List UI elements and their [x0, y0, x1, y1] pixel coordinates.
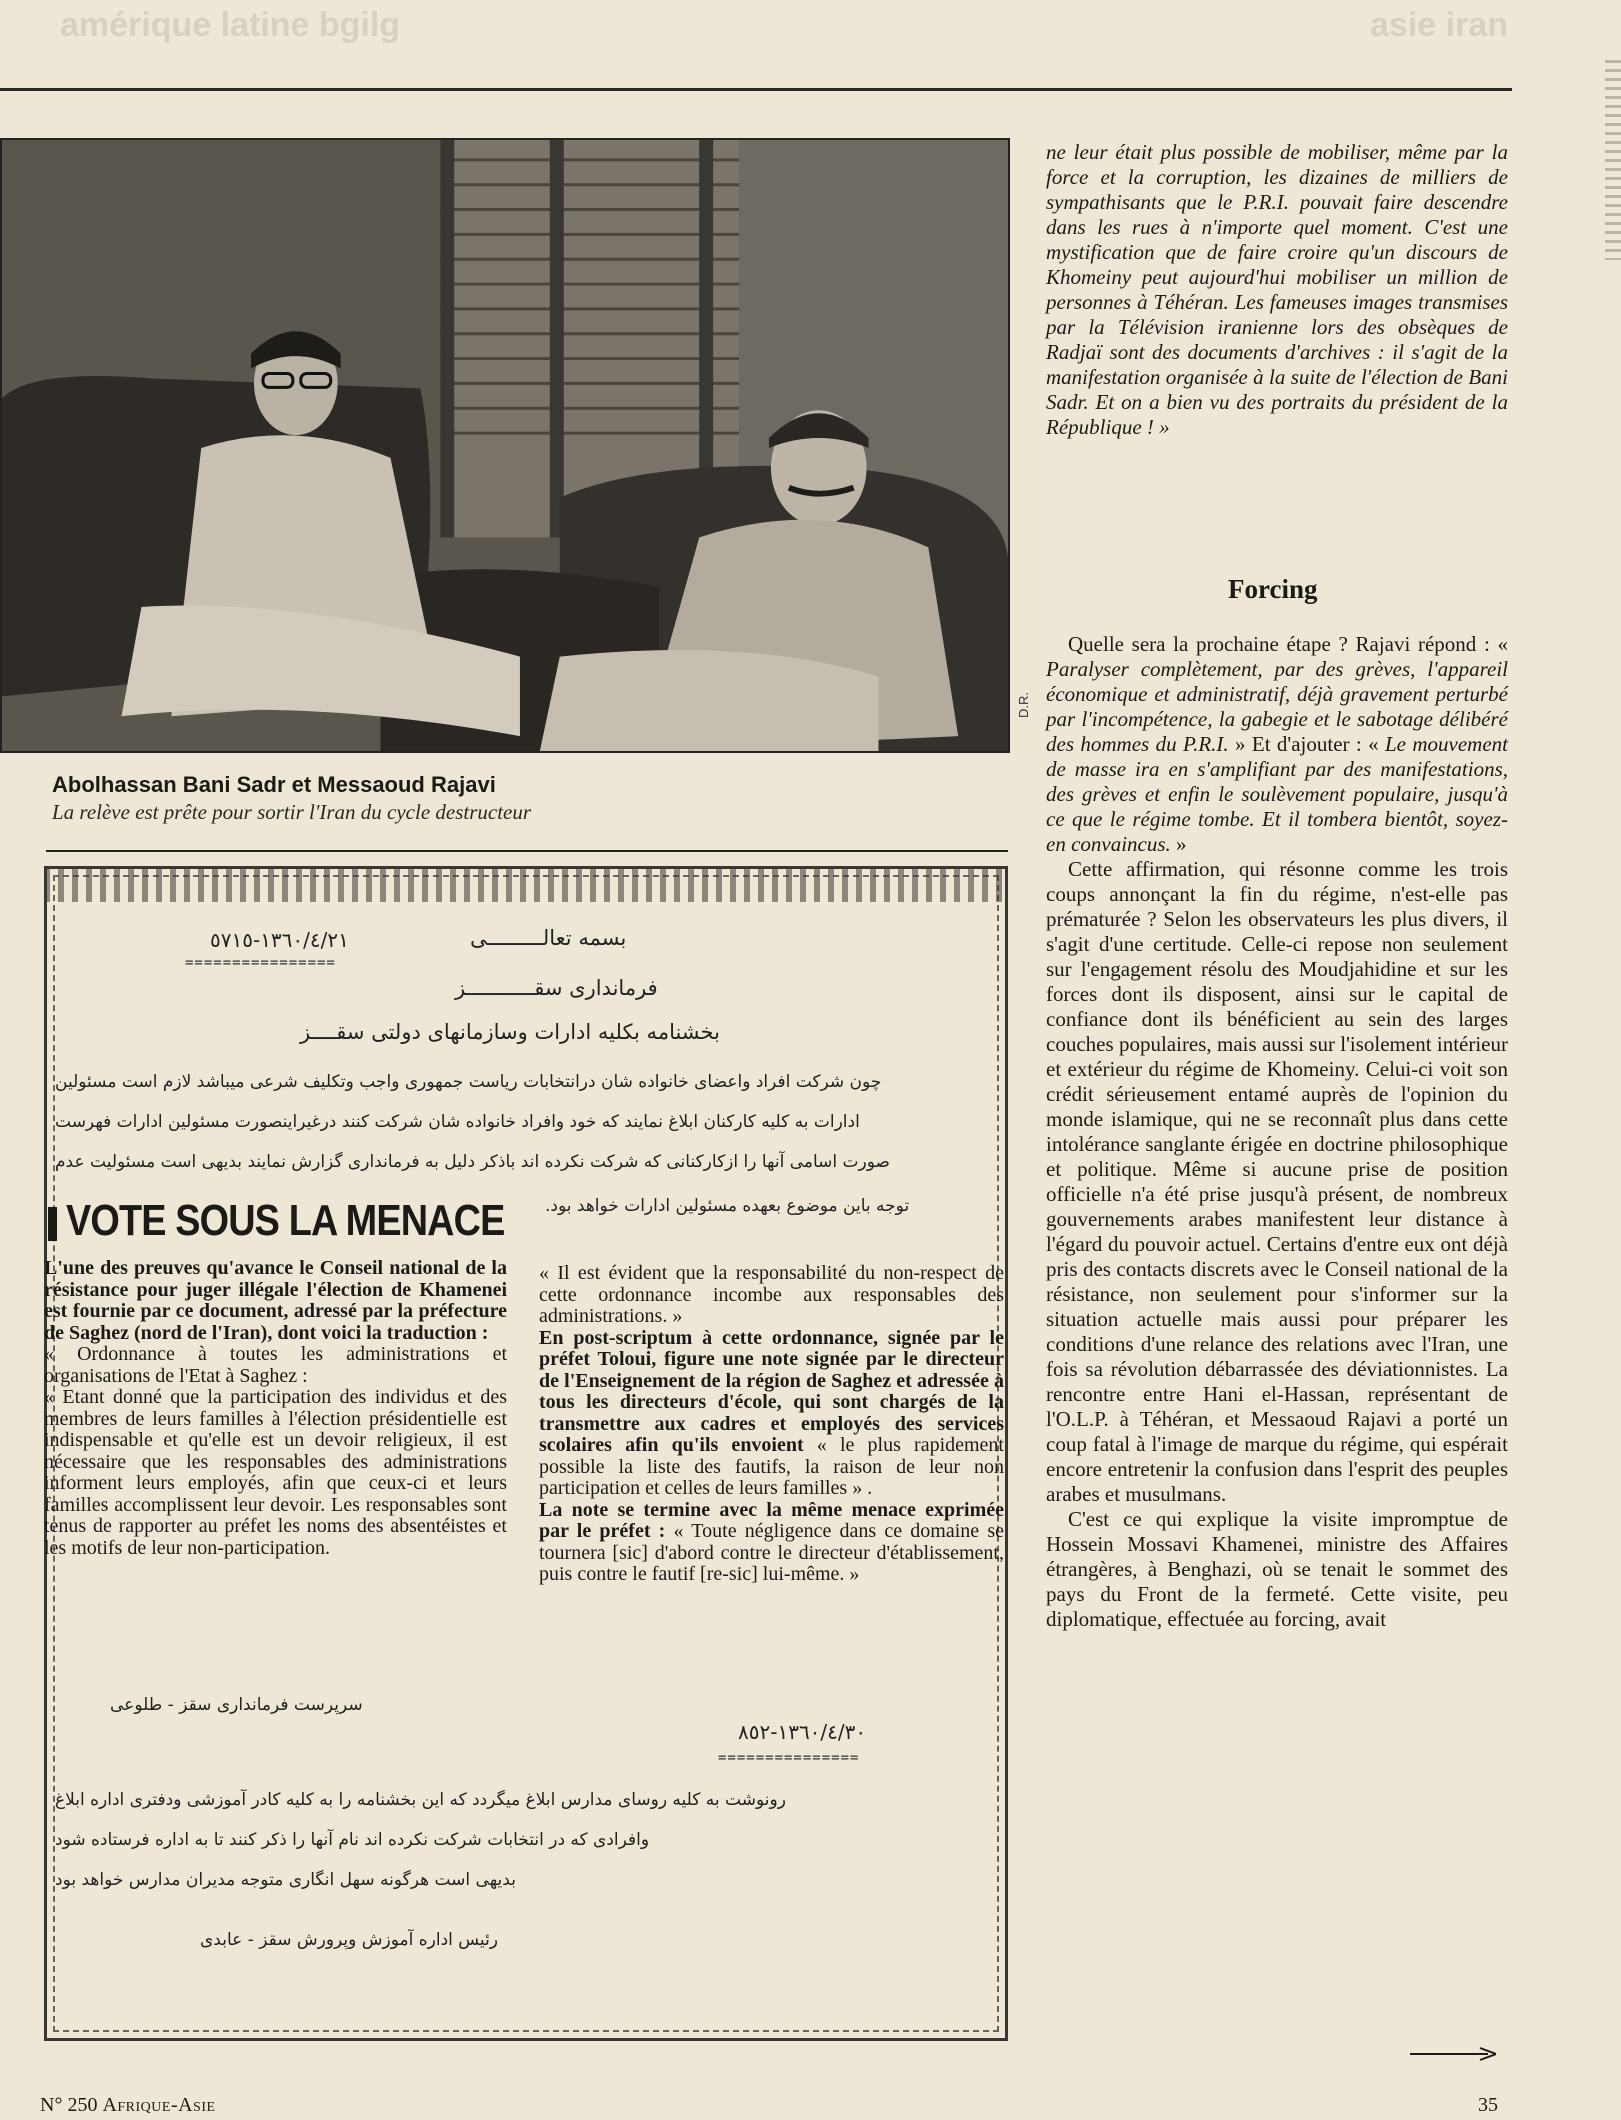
right-quote-text: ne leur était plus possible de mobiliser, même par la force et la corruption, les dizaines de milliers de sympathisants que le P.R.I. pouvait faire descendre dans les rues à n'importe quel moment. C'est une mystification que de faire croire qu'un discours de Khomeiny peut aujourd'hui mobiliser un million de personnes à Téhéran. Les fameuses images transmises par la Télévision iranienne lors des obsèques de Radjaï sont des documents d'archives : il s'agit de la manifestation organisée à la suite de l'élection de Bani Sadr. Et on a bien vu des portraits du président de la République ! » [1046, 140, 1508, 439]
bleed-text-right: asie iran [1370, 6, 1508, 44]
forcing-question: Quelle sera la prochaine étape ? Rajavi répond : « [1068, 632, 1508, 656]
title-bullet [48, 1207, 57, 1241]
caption-rule [46, 850, 1008, 852]
photo-credit: D.R. [1016, 692, 1031, 718]
edge-ticks [1605, 60, 1621, 260]
forcing-close: » [1170, 832, 1187, 856]
doc-sign-2: رئیس اداره آموزش وپرورش سقز - عابدی [200, 1930, 499, 1950]
magazine-name: Afrique-Asie [102, 2094, 216, 2116]
doc-line-3: چون شرکت افراد واعضای خانواده شان درانتخابات ریاست جمهوری واجب وتکلیف شرعی میباشد لازم است مسئولین [55, 1072, 882, 1092]
vote-column-right [539, 1263, 1004, 1586]
vote-column-left [44, 1258, 507, 1559]
footer-issue [40, 2094, 216, 2117]
vote-intro: L'une des preuves qu'avance le Conseil national de la résistance pour juger illégale l'élection de Khamenei est fournie par ce document, adressé par la préfecture de Saghez (nord de l'Iran), dont voici la traduction : [44, 1257, 507, 1344]
photo [0, 138, 1010, 753]
vote-evident: « Il est évident que la responsabilité du non-respect de cette ordonnance incombe aux responsables des administrations. » [539, 1262, 1004, 1327]
forcing-join: » Et d'ajouter : « [1228, 732, 1385, 756]
doc-line-7: رونوشت به کلیه روسای مدارس ابلاغ میگردد که این بخشنامه را به کلیه کادر آموزشی ودفتری اداره ابلاغ [55, 1790, 786, 1810]
doc-number-1: ١٣٦٠/٤/٢١-٥٧١٥ [210, 928, 349, 952]
photo-caption-subtitle: La relève est prête pour sortir l'Iran du cycle destructeur [52, 800, 532, 824]
doc-line-1: فرمانداری سقـــــــــــز [455, 976, 658, 1000]
forcing-visit: C'est ce qui explique la visite impromptue de Hossein Mossavi Khamenei, ministre des Affaires étrangères, à Benghazi, où se tenait le sommet des pays du Front de la fermeté. Cette visite, peu diplomatique, effectuée au forcing, avait [1046, 1507, 1508, 1631]
forcing-quote-2: Le mouvement de masse ira en s'amplifiant par des manifestations, des grèves et enfin le soulèvement populaire, jusqu'à ce que le régime tombe. Et il tombera bientôt, soyez-en convaincus. [1046, 732, 1508, 856]
doc-number-2: ١٣٦٠/٤/٣٠-٨٥٢ [738, 1720, 867, 1744]
doc-underline-1: ================ [185, 955, 336, 971]
doc-line-8: وافرادی که در انتخابات شرکت نکرده اند نام آنها را ذکر کنند تا به اداره فرستاده شود [55, 1830, 650, 1850]
doc-underline-2: =============== [718, 1750, 860, 1766]
doc-heading: بسمه تعالـــــــــی [470, 926, 627, 950]
vote-note-end: La note se termine avec la même menace exprimée par le préfet : [539, 1498, 1004, 1542]
doc-line-6: توجه باین موضوع بعهده مسئولین ادارات خواهد بود. [545, 1196, 910, 1216]
bleed-text-left: amérique latine bgilg [60, 6, 401, 44]
doc-line-5: صورت اسامی آنها را ازکارکنانی که شرکت نکرده اند باذکر دلیل به فرمانداری گزارش نمایند بدیهی است مسئولیت عدم [55, 1152, 890, 1172]
photo-illustration [2, 140, 1008, 751]
heading-forcing: Forcing [1228, 574, 1318, 604]
page-number: 35 [1478, 2094, 1498, 2116]
doc-line-9: بدیهی است هرگونه سهل انگاری متوجه مدیران مدارس خواهد بود [55, 1870, 516, 1890]
top-rule [0, 88, 1512, 91]
vote-note-quote: « Toute négligence dans ce domaine se tournera [sic] d'abord contre le directeur d'établissement, puis contre le fautif [re-sic] lui-même. » [539, 1520, 1004, 1585]
doc-line-4: ادارات به کلیه کارکنان ابلاغ نمایند که خود وافراد خانواده شان شرکت کنند درغیراینصورت مسئولین ادارات فهرست [55, 1112, 860, 1132]
right-column-quote [1046, 140, 1508, 440]
vote-text: « Etant donné que la participation des individus et des membres de leurs familles à l'élection présidentielle est indispensable et qu'elle est un devoir religieux, il est nécessaire que les responsables des administrations informent leurs employés, afin que ceux-ci et leurs familles accomplissent leur devoir. Les responsables sont tenus de rapporter au préfet les noms des absentéistes et les motifs de leur non-participation. [44, 1386, 507, 1559]
photo-caption-title: Abolhassan Bani Sadr et Messaoud Rajavi [52, 772, 496, 797]
vote-postscript-quote: « le plus rapidement possible la liste des fautifs, la raison de leur non participation et celles de leurs familles » . [539, 1434, 1004, 1499]
vote-title: VOTE SOUS LA MENACE [66, 1196, 505, 1245]
issue-number: N° 250 [40, 2094, 98, 2116]
vote-postscript: En post-scriptum à cette ordonnance, signée par le préfet Toloui, figure une note signée par le directeur de l'Enseignement de la région de Saghez et adressée à tous les directeurs d'école, qui sont chargés de la transmettre aux cadres et employés des services scolaires afin qu'ils envoient [539, 1326, 1004, 1456]
vote-ordonnance: « Ordonnance à toutes les administrations et organisations de l'Etat à Saghez : [44, 1343, 507, 1387]
document-ornament [44, 866, 1008, 902]
forcing-quote-1: Paralyser complètement, par des grèves, l'appareil économique et administratif, déjà gravement perturbé par l'incompétence, la gabegie et le sabotage délibéré des hommes du P.R.I. [1046, 657, 1508, 756]
forcing-analysis: Cette affirmation, qui résonne comme les trois coups annonçant la fin du régime, n'est-elle pas prématurée ? Selon les observateurs les plus divers, il s'agit d'une certitude. Celle-ci repose non seulement sur l'engagement résolu des Moudjahidine et sur les forces dont ils disposent, ainsi sur le capital de confiance dont ils bénéficient au sein des larges couches populaires, mais aussi sur l'isolement intérieur et extérieur du régime de Khomeiny. Celui-ci voit son crédit sérieusement entamé auprès de l'opinion du monde islamique, qui ne se reconnaît plus dans cette intolérance sanglante érigée en doctrine philosophique et politique. Même si aucune prise de position officielle n'a été prise jusqu'à présent, de nombreux gouvernements arabes manifestent leur distance à l'égard du pouvoir actuel. Certains d'entre eux ont déjà pris des contacts discrets avec le Conseil national de la résistance, non seulement pour s'informer sur la situation actuelle mais aussi pour préparer les conditions d'une relance des relations avec l'Iran, une fois sa révolution débarrassée des déviationnistes. La rencontre entre Hani el-Hassan, représentant de l'O.L.P. à Téhéran, et Messaoud Rajavi a porté un coup fatal à l'image de marque du régime, qui espérait encore entretenir la confusion dans l'esprit des peuples arabes et musulmans. [1046, 857, 1508, 1506]
continue-arrow-icon [1410, 2047, 1496, 2061]
right-column-body [1046, 632, 1508, 1632]
doc-sign-1: سرپرست فرمانداری سقز - طلوعی [110, 1695, 363, 1715]
doc-line-2: بخشنامه بکلیه ادارات وسازمانهای دولتی سقــــز [300, 1020, 720, 1044]
